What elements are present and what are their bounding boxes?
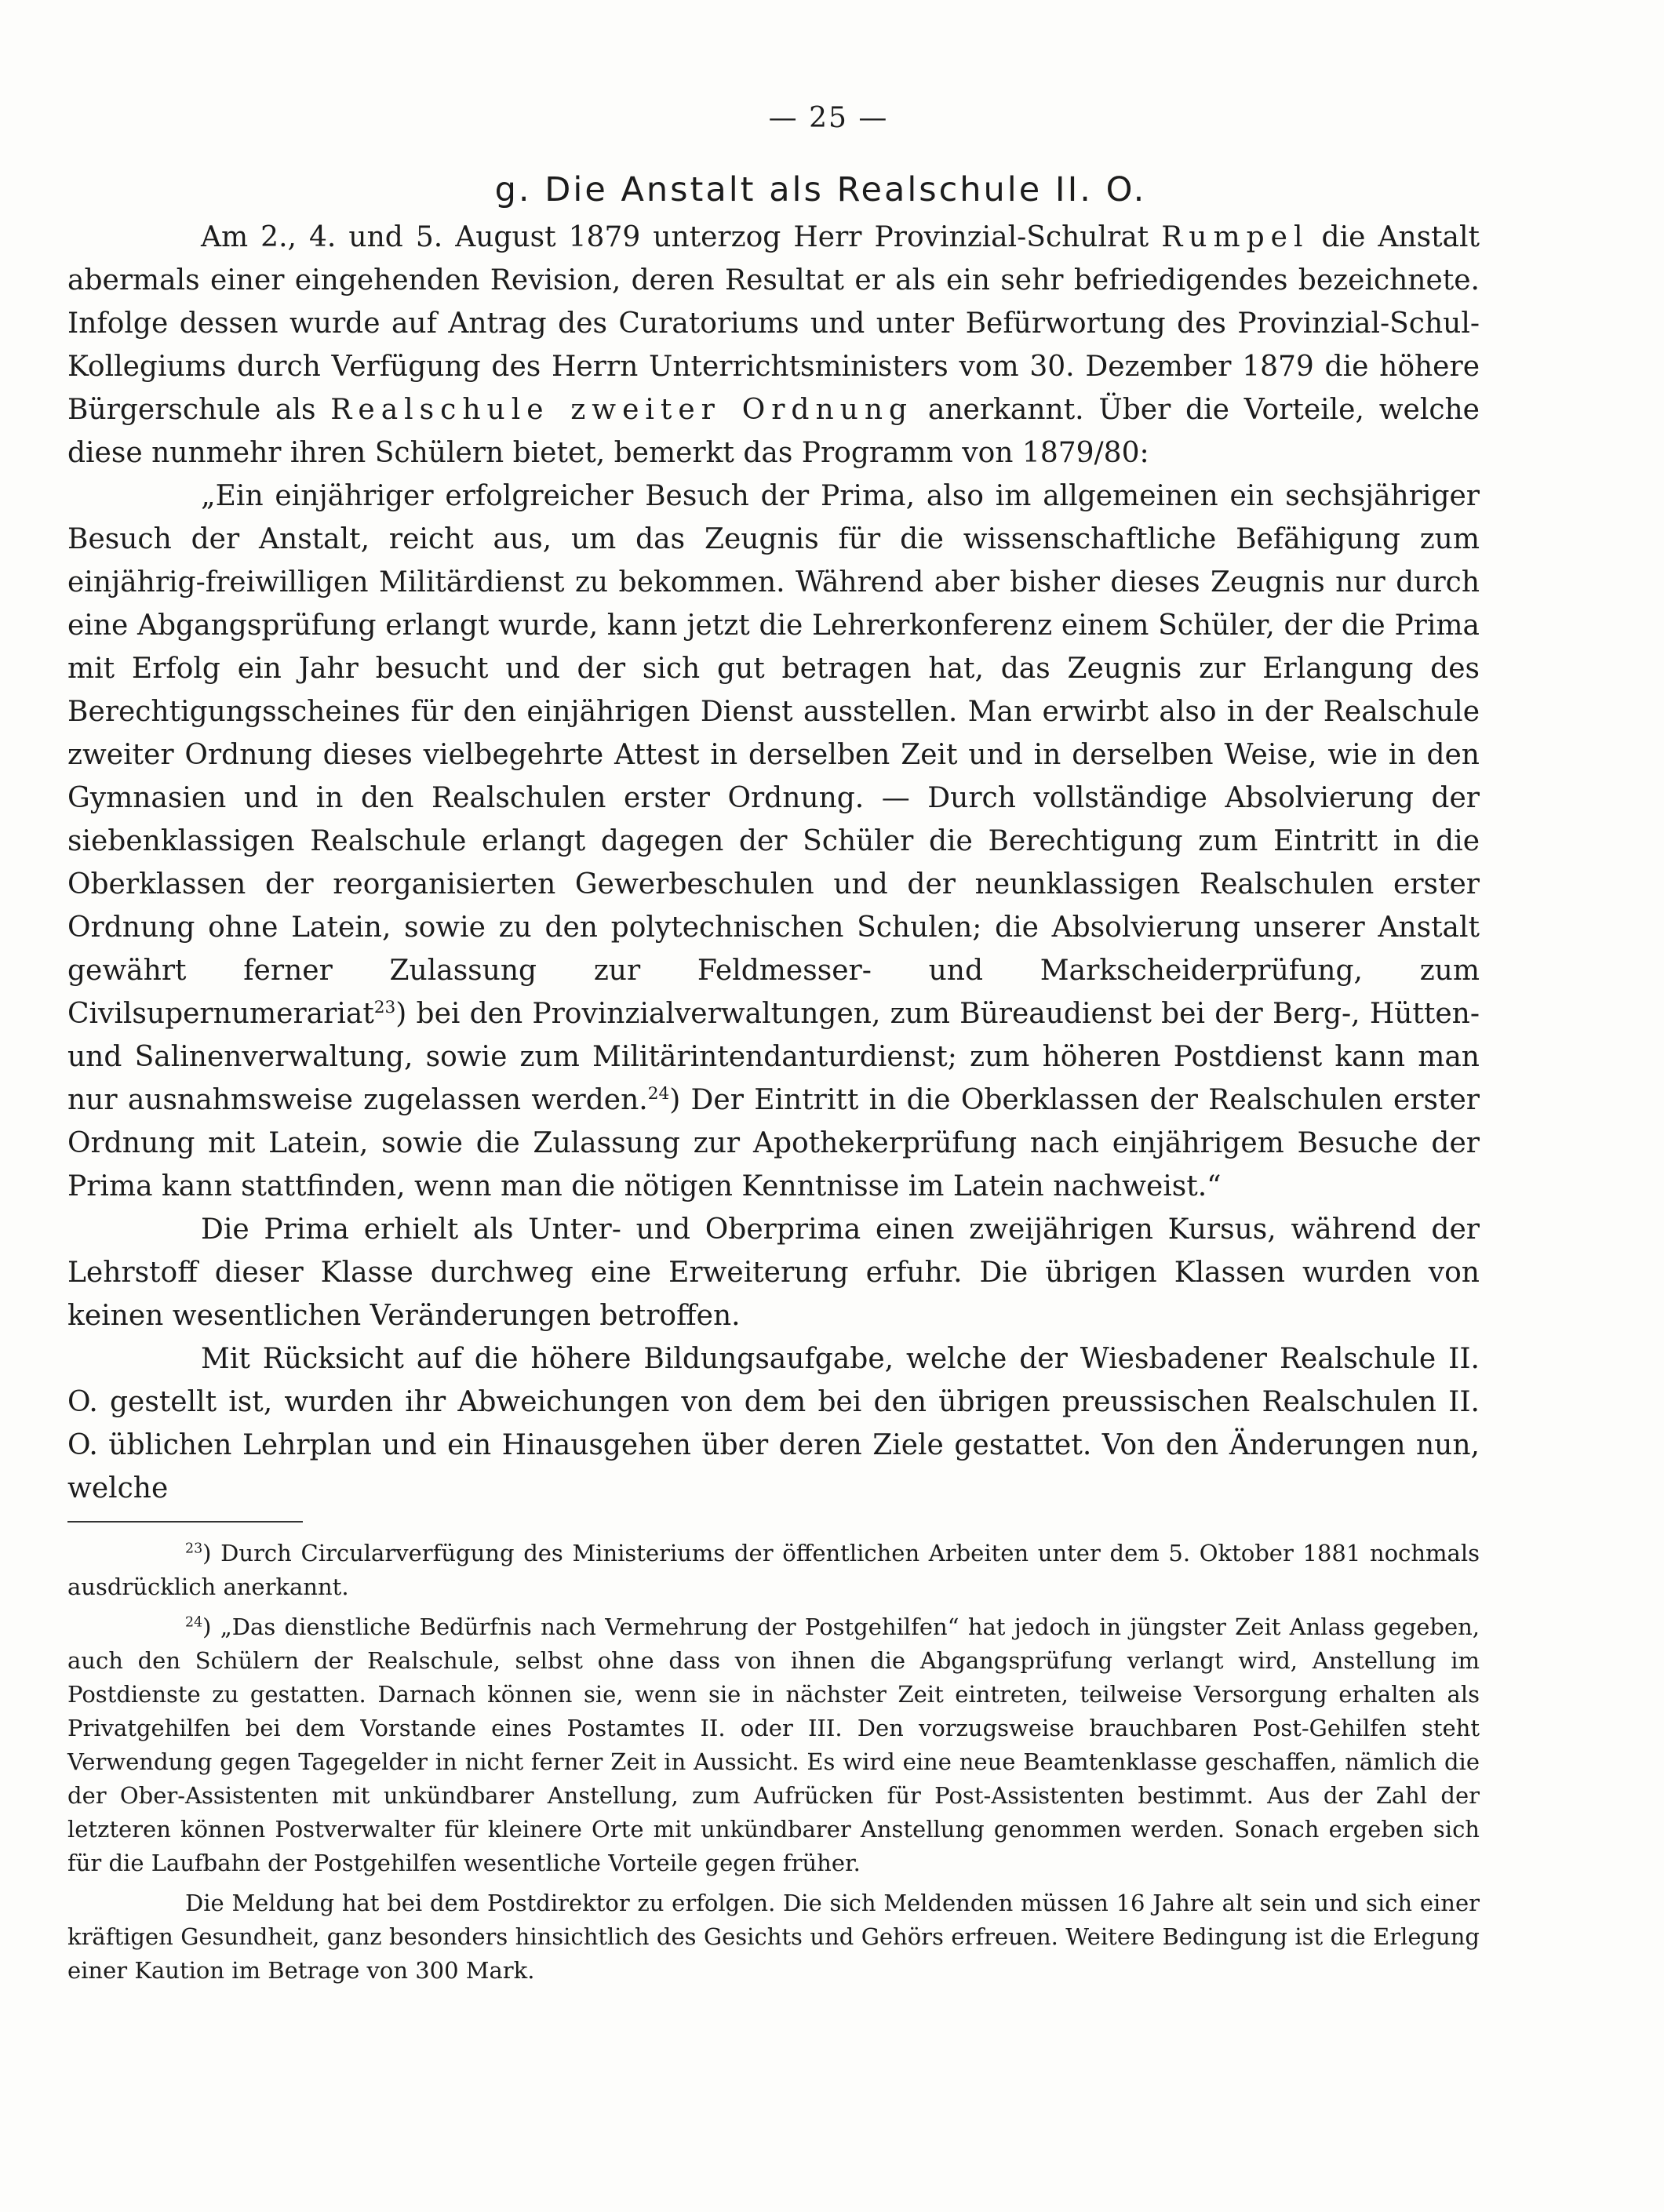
section-heading: g. Die Anstalt als Realschule II. O. — [494, 170, 1147, 209]
document-page — [67, 102, 1480, 1988]
footnote-23-text: ) Durch Circularverfügung des Ministeriums der öffentlichen Arbeiten unter dem 5. Oktober 1881 nochmals ausdrücklich anerkannt. — [67, 1540, 1480, 1600]
paragraph-1-part-b: die Anstalt abermals einer eingehenden Revision, deren Resultat er als ein sehr befriedigendes bezeichnete. Infolge dessen wurde auf Antrag des Curatoriums und unter Befürwortung des Provinzial-Schul-Kollegiums durch Verfügung des Herrn Unterrichtsministers vom 30. Dezember 1879 die höhere Bürgerschule als — [67, 221, 1480, 426]
footnote-ref-24: 24 — [647, 1084, 670, 1104]
paragraph-3: Die Prima erhielt als Unter- und Oberprima einen zweijährigen Kursus, während der Lehrstoff dieser Klasse durchweg eine Erweiterung erfuhr. Die übrigen Klassen wurden von keinen wesentlichen Veränderungen betroffen. — [67, 1213, 1480, 1332]
paragraph-1 — [67, 216, 1480, 475]
emphasized-realschule-zweiter-ordnung: Realschule zweiter Ordnung — [330, 394, 914, 426]
person-name-rumpel: Rumpel — [1161, 221, 1309, 253]
paragraph-2-part-c: ) Der Eintritt in die Oberklassen der Realschulen erster Ordnung mit Latein, sowie die Zulassung zur Apothekerprüfung nach einjährigem Besuche der Prima kann stattfinden, wenn man die nötigen Kenntnisse im Latein nachweist.“ — [67, 1084, 1480, 1202]
paragraph-2-quotation — [67, 475, 1480, 1208]
body-text — [67, 216, 1480, 1510]
footnote-23-mark: 23 — [185, 1541, 203, 1557]
footnote-24-continuation: Die Meldung hat bei dem Postdirektor zu erfolgen. Die sich Meldenden müssen 16 Jahre alt sein und sich einer kräftigen Gesundheit, ganz besonders hinsichtlich des Gesichts und Gehörs erfreuen. Weitere Bedingung ist die Erlegung einer Kaution im Betrage von 300 Mark. — [67, 1890, 1480, 1984]
footnote-24-text: ) „Das dienstliche Bedürfnis nach Vermehrung der Postgehilfen“ hat jedoch in jüngster Zeit Anlass gegeben, auch den Schülern der Realschule, selbst ohne dass von ihnen die Abgangsprüfung verlangt wird, Anstellung im Postdienste zu gestatten. Darnach können sie, wenn sie in nächster Zeit eintreten, teilweise Versorgung erhalten als Privatgehilfen bei dem Vorstande eines Postamtes II. oder III. Den vorzugsweise brauchbaren Post-Gehilfen steht Verwendung gegen Tagegelder in nicht ferner Zeit in Aussicht. Es wird eine neue Beamtenklasse geschaffen, nämlich die der Ober-Assistenten mit unkündbarer Anstellung, zum Aufrücken für Post-Assistenten bestimmt. Aus der Zahl der letzteren können Postverwalter für kleinere Orte mit unkündbarer Anstellung genommen werden. Sonach ergeben sich für die Laufbahn der Postgehilfen wesentliche Vorteile gegen früher. — [67, 1614, 1480, 1876]
footnote-24-mark: 24 — [185, 1614, 203, 1631]
paragraph-2-part-b: ) bei den Provinzialverwaltungen, zum Büreaudienst bei der Berg-, Hütten- und Salinenverwaltung, sowie zum Militärintendanturdienst; zum höheren Postdienst kann man nur ausnahmsweise zugelassen werden. — [67, 998, 1480, 1116]
paragraph-2-part-a: „Ein einjähriger erfolgreicher Besuch der Prima, also im allgemeinen ein sechsjähriger Besuch der Anstalt, reicht aus, um das Zeugnis für die wissenschaftliche Befähigung zum einjährig-freiwilligen Militärdienst zu bekommen. Während aber bisher dieses Zeugnis nur durch eine Abgangsprüfung erlangt wurde, kann jetzt die Lehrerkonferenz einem Schüler, der die Prima mit Erfolg ein Jahr besucht und der sich gut betragen hat, das Zeugnis zur Erlangung des Berechtigungsscheines für den einjährigen Dienst ausstellen. Man erwirbt also in der Realschule zweiter Ordnung dieses vielbegehrte Attest in derselben Zeit und in derselben Weise, wie in den Gymnasien und in den Realschulen erster Ordnung. — Durch vollständige Absolvierung der siebenklassigen Realschule erlangt dagegen der Schüler die Berechtigung zum Eintritt in die Oberklassen der reorganisierten Gewerbeschulen und der neunklassigen Realschulen erster Ordnung ohne Latein, sowie zu den polytechnischen Schulen; die Absolvierung unserer Anstalt gewährt ferner Zulassung zur Feldmesser- und Markscheiderprüfung, zum Civilsupernumerariat — [67, 480, 1480, 1030]
footnote-ref-23: 23 — [373, 998, 396, 1017]
paragraph-4: Mit Rücksicht auf die höhere Bildungsaufgabe, welche der Wiesbadener Realschule II. O. gestellt ist, wurden ihr Abweichungen von dem bei den übrigen preussischen Realschulen II. O. üblichen Lehrplan und ein Hinausgehen über deren Ziele gestattet. Von den Änderungen nun, welche — [67, 1343, 1480, 1504]
footnote-24 — [67, 1610, 1480, 1880]
footnote-divider — [67, 1521, 303, 1523]
paragraph-1-part-c: anerkannt. Über die Vorteile, welche diese nunmehr ihren Schülern bietet, bemerkt das Programm von 1879/80: — [67, 394, 1480, 469]
footnotes — [67, 1537, 1480, 1988]
paragraph-1-part-a: Am 2., 4. und 5. August 1879 unterzog Herr Provinzial-Schulrat — [201, 221, 1162, 253]
page-number: — 25 — — [768, 102, 889, 134]
footnote-23 — [67, 1537, 1480, 1604]
